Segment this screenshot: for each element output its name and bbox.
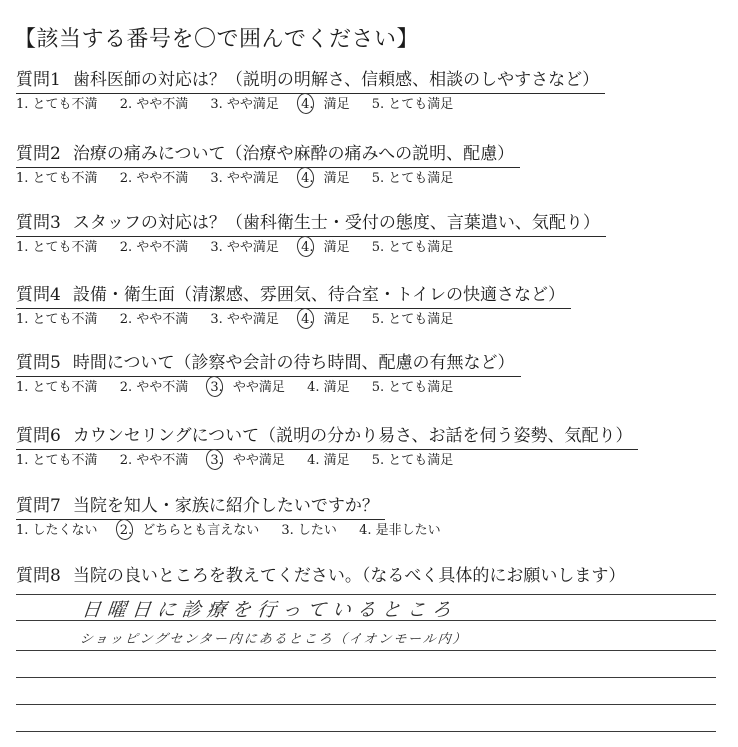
- title-underline: [16, 236, 606, 237]
- answer-line: [16, 677, 716, 678]
- option-2[interactable]: 2. やや不満: [119, 240, 189, 255]
- answer-options: [16, 96, 716, 113]
- question-text: 治療の痛みについて（治療や麻酔の痛みへの説明、配慮）: [72, 144, 515, 164]
- option-4-selected[interactable]: 4.: [301, 311, 313, 328]
- option-4[interactable]: 4. 満足: [307, 380, 350, 395]
- option-3-selected[interactable]: 3.: [210, 379, 222, 396]
- question-text: 歯科医師の対応は？（説明の明解さ、信頼感、相談のしやすさなど）: [72, 70, 600, 90]
- question-1: [16, 70, 716, 113]
- answer-options: [16, 311, 716, 328]
- handwritten-answer-line-2: ショッピングセンター内にあるところ（イオンモール内）: [79, 632, 469, 647]
- question-label: 質問5: [16, 353, 61, 373]
- option-4-selected[interactable]: 4.: [301, 239, 313, 256]
- question-title: [16, 496, 379, 517]
- answer-line: [16, 650, 716, 651]
- option-3[interactable]: 3. やや満足: [210, 97, 279, 112]
- option-4-selected[interactable]: 4.: [301, 170, 313, 187]
- option-2-selected[interactable]: 2.: [120, 522, 132, 539]
- option-5[interactable]: 5. とても満足: [371, 312, 454, 327]
- title-underline: [16, 167, 520, 168]
- question-title: [16, 144, 514, 165]
- question-label: 質問4: [16, 285, 61, 305]
- answer-options: [16, 522, 716, 539]
- option-5[interactable]: 5. とても満足: [371, 240, 454, 255]
- question-8: [16, 566, 716, 587]
- question-label: 質問3: [16, 213, 61, 233]
- option-2[interactable]: 2. やや不満: [119, 453, 189, 468]
- question-7: [16, 496, 716, 539]
- option-4-label: 満足: [323, 240, 350, 255]
- option-5[interactable]: 5. とても満足: [371, 97, 454, 112]
- answer-line: [16, 731, 716, 732]
- option-4[interactable]: 4. 是非したい: [359, 523, 441, 538]
- option-3-label: やや満足: [232, 453, 285, 468]
- option-1[interactable]: 1. したくない: [16, 523, 98, 538]
- question-title: [16, 426, 632, 447]
- option-1[interactable]: 1. とても不満: [16, 97, 98, 112]
- option-5[interactable]: 5. とても満足: [371, 171, 454, 186]
- question-title: [16, 353, 515, 374]
- question-title: [16, 70, 599, 91]
- title-underline: [16, 93, 605, 94]
- option-3-selected[interactable]: 3.: [210, 452, 222, 469]
- title-underline: [16, 449, 638, 450]
- question-3: [16, 213, 716, 256]
- question-label: 質問2: [16, 144, 61, 164]
- option-1[interactable]: 1. とても不満: [16, 380, 98, 395]
- option-4[interactable]: 4. 満足: [307, 453, 350, 468]
- option-3[interactable]: 3. やや満足: [210, 240, 279, 255]
- question-text: カウンセリングについて（説明の分かり易さ、お話を伺う姿勢、気配り）: [72, 426, 633, 446]
- answer-options: [16, 452, 716, 469]
- question-text: 当院の良いところを教えてください。（なるべく具体的にお願いします）: [72, 566, 626, 586]
- answer-options: [16, 239, 716, 256]
- question-5: [16, 353, 716, 396]
- question-label: 質問6: [16, 426, 61, 446]
- title-underline: [16, 308, 571, 309]
- question-text: 設備・衛生面（清潔感、雰囲気、待合室・トイレの快適さなど）: [72, 285, 565, 305]
- question-title: [16, 213, 600, 234]
- answer-line: [16, 704, 716, 705]
- handwritten-answer-line-1: 日曜日に診療を行っているところ: [80, 599, 459, 621]
- question-title: [16, 285, 565, 306]
- question-2: [16, 144, 716, 187]
- option-3-label: やや満足: [232, 380, 285, 395]
- question-text: スタッフの対応は？（歯科衛生士・受付の態度、言葉遣い、気配り）: [72, 213, 600, 233]
- option-4-label: 満足: [323, 171, 350, 186]
- option-1[interactable]: 1. とても不満: [16, 171, 98, 186]
- option-1[interactable]: 1. とても不満: [16, 312, 98, 327]
- answer-options: [16, 170, 716, 187]
- answer-options: [16, 379, 716, 396]
- option-3[interactable]: 3. やや満足: [210, 171, 279, 186]
- option-1[interactable]: 1. とても不満: [16, 453, 98, 468]
- question-4: [16, 285, 716, 328]
- option-3[interactable]: 3. やや満足: [210, 312, 279, 327]
- option-2[interactable]: 2. やや不満: [119, 171, 189, 186]
- option-2[interactable]: 2. やや不満: [119, 97, 189, 112]
- option-5[interactable]: 5. とても満足: [371, 380, 454, 395]
- option-3[interactable]: 3. したい: [281, 523, 337, 538]
- option-5[interactable]: 5. とても満足: [371, 453, 454, 468]
- option-2[interactable]: 2. やや不満: [119, 380, 189, 395]
- question-title: [16, 566, 625, 587]
- option-2[interactable]: 2. やや不満: [119, 312, 189, 327]
- option-2-label: どちらとも言えない: [142, 523, 260, 538]
- option-4-selected[interactable]: 4.: [301, 96, 313, 113]
- option-1[interactable]: 1. とても不満: [16, 240, 98, 255]
- question-text: 当院を知人・家族に紹介したいですか？: [72, 496, 379, 516]
- title-underline: [16, 376, 521, 377]
- question-text: 時間について（診察や会計の待ち時間、配慮の有無など）: [72, 353, 515, 373]
- title-underline: [16, 519, 385, 520]
- question-6: [16, 426, 716, 469]
- option-4-label: 満足: [323, 97, 350, 112]
- question-label: 質問1: [16, 70, 61, 90]
- question-label: 質問7: [16, 496, 61, 516]
- instruction-header: 【該当する番号を〇で囲んでください】: [14, 27, 420, 52]
- question-label: 質問8: [16, 566, 61, 586]
- option-4-label: 満足: [323, 312, 350, 327]
